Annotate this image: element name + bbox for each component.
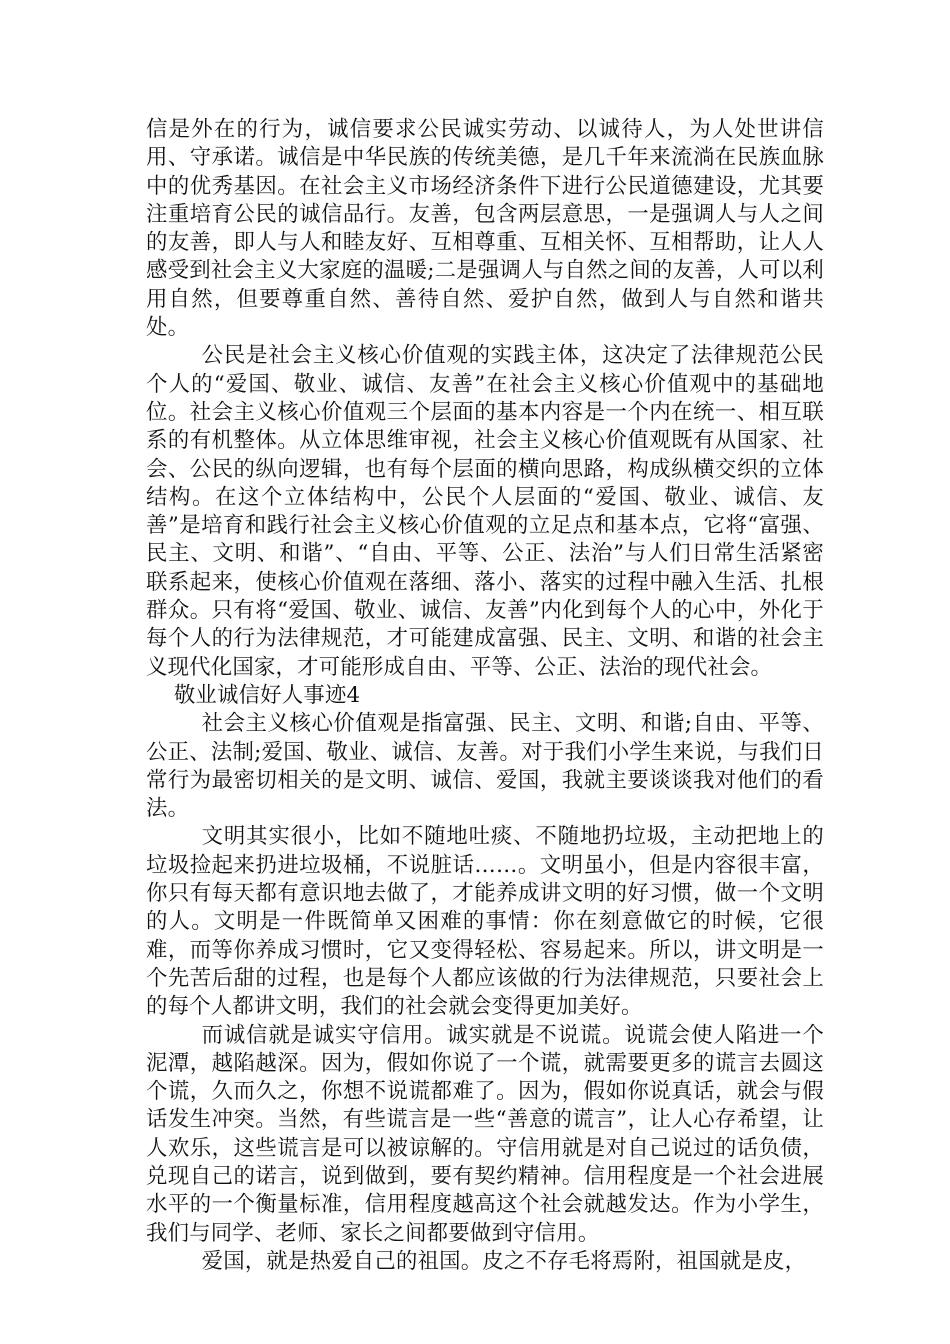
section-heading: 敬业诚信好人事迹4: [173, 682, 361, 708]
document-page: [146, 116, 824, 1276]
paragraph-patriotism: 爱国，就是热爱自己的祖国。皮之不存毛将焉附，祖国就是皮，: [201, 1248, 807, 1274]
paragraph-citizen-practice: 公民是社会主义核心价值观的实践主体，这决定了法律规范公民个人的“爱国、敬业、诚信、友善”在社会主义核心价值观中的基础地位。社会主义核心价值观三个层面的基本内容是一个内在统一、相互联系的有机整体。从立体思维审视，社会主义核心价值观既有从国家、社会、公民的纵向逻辑，也有每个层面的横向思路，构成纵横交织的立体结构。在这个立体结构中，公民个人层面的“爱国、敬业、诚信、友善”是培育和践行社会主义核心价值观的立足点和基本点，它将“富强、民主、文明、和谐”、“自由、平等、公正、法治”与人们日常生活紧密联系起来，使核心价值观在落细、落小、落实的过程中融入生活、扎根群众。只有将“爱国、敬业、诚信、友善”内化到每个人的心中，外化于每个人的行为法律规范，才可能建成富强、民主、文明、和谐的社会主义现代化国家，才可能形成自由、平等、公正、法治的现代社会。: [146, 343, 824, 680]
paragraph-honesty: 而诚信就是诚实守信用。诚实就是不说谎。说谎会使人陷进一个泥潭，越陷越深。因为，假如你说了一个谎，就需要更多的谎言去圆这个谎，久而久之，你想不说谎都难了。因为，假如你说真话，就会与假话发生冲突。当然，有些谎言是一些“善意的谎言”，让人心存希望，让人欢乐，这些谎言是可以被谅解的。守信用就是对自己说过的话负债，兑现自己的诺言，说到做到，要有契约精神。信用程度是一个社会进展水平的一个衡量标准，信用程度越高这个社会就越发达。作为小学生，我们与同学、老师、家长之间都要做到守信用。: [146, 1022, 824, 1246]
paragraph-civility: 文明其实很小，比如不随地吐痰、不随地扔垃圾，主动把地上的垃圾捡起来扔进垃圾桶，不说脏话……。文明虽小，但是内容很丰富，你只有每天都有意识地去做了，才能养成讲文明的好习惯，做一个文明的人。文明是一件既简单又困难的事情：你在刻意做它的时候，它很难，而等你养成习惯时，它又变得轻松、容易起来。所以，讲文明是一个先苦后甜的过程，也是每个人都应该做的行为法律规范，只要社会上的每个人都讲文明，我们的社会就会变得更加美好。: [146, 824, 824, 1020]
paragraph-continuation: 信是外在的行为，诚信要求公民诚实劳动、以诚待人，为人处世讲信用、守承诺。诚信是中华民族的传统美德，是几千年来流淌在民族血脉中的优秀基因。在社会主义市场经济条件下进行公民道德建设，尤其要注重培育公民的诚信品行。友善，包含两层意思，一是强调人与人之间的友善，即人与人和睦友好、互相尊重、互相关怀、互相帮助，让人人感受到社会主义大家庭的温暖;二是强调人与自然之间的友善，人可以利用自然，但要尊重自然、善待自然、爱护自然，做到人与自然和谐共处。: [146, 117, 824, 341]
paragraph-core-values: 社会主义核心价值观是指富强、民主、文明、和谐;自由、平等、公正、法制;爱国、敬业、诚信、友善。对于我们小学生来说，与我们日常行为最密切相关的是文明、诚信、爱国，我就主要谈谈我对他们的看法。: [146, 711, 824, 822]
